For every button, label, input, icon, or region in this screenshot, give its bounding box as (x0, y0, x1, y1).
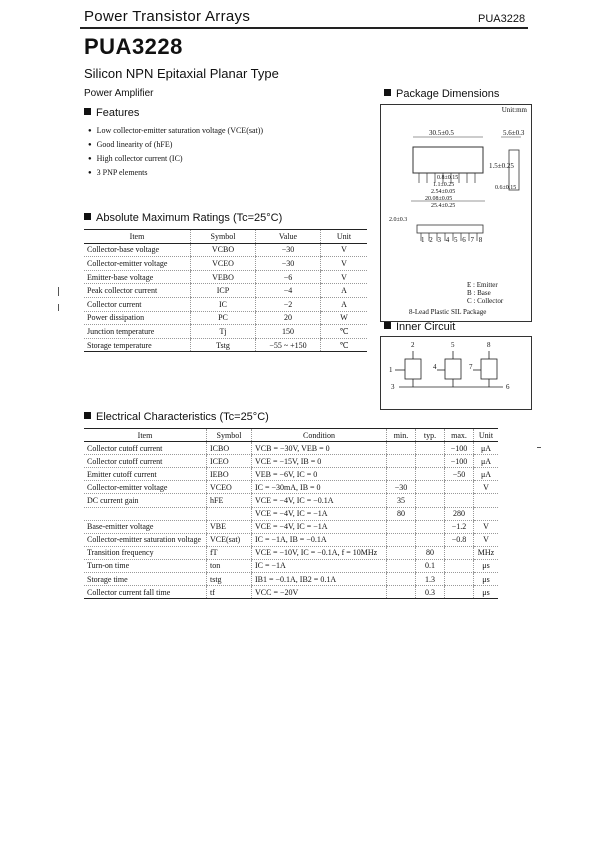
pin-label: 2 (411, 341, 415, 349)
header-part-code: PUA3228 (478, 13, 526, 25)
pin-label: 6 (506, 383, 510, 391)
dim-label: 25.4±0.25 (431, 203, 456, 209)
column-header: Symbol (191, 230, 256, 244)
bullet-square-icon (84, 108, 91, 115)
pin-label: 5 (451, 341, 455, 349)
dim-label: 0.8±0.15 (437, 175, 459, 181)
package-outline-drawing (381, 105, 531, 321)
legend-collector: C : Collector (467, 297, 504, 305)
pin-label: 1 (389, 366, 393, 374)
electrical-heading: Electrical Characteristics (Tc=25°C) (84, 411, 269, 423)
table-row: Collector current fall time tf VCC = −20V 0.3 μs (84, 586, 498, 599)
dim-label: 1.1±0.25 (433, 182, 455, 188)
header-rule (80, 27, 528, 29)
legend-base: B : Base (467, 289, 491, 297)
dim-label: 30.5±0.5 (429, 129, 454, 137)
electrical-table (84, 428, 498, 599)
table-row: VCE = −4V, IC = −1A 80 280 (84, 507, 498, 520)
column-header: max. (445, 429, 474, 442)
table-row: Emitter cutoff current IEBO VEB = −6V, IC = 0 −50 μA (84, 468, 498, 481)
dim-label: 2.54±0.05 (431, 189, 456, 195)
legend-emitter: E : Emitter (467, 281, 498, 289)
scan-mark (58, 304, 59, 311)
column-header: Condition (252, 429, 387, 442)
bullet-square-icon (84, 412, 91, 419)
column-header: Symbol (207, 429, 252, 442)
scan-mark (537, 447, 541, 448)
application-label: Power Amplifier (84, 88, 154, 99)
column-header: min. (387, 429, 416, 442)
table-row: Storage time tstg IB1 = −0.1A, IB2 = 0.1A 1.3 μs (84, 573, 498, 586)
bullet-square-icon (384, 89, 391, 96)
device-subtitle: Silicon NPN Epitaxial Planar Type (84, 66, 279, 81)
pin-label: 8 (487, 341, 491, 349)
feature-item: ● 3 PNP elements (88, 166, 263, 180)
table-row: Collector-emitter voltage VCEO IC = −30mA, IB = 0 −30 V (84, 481, 498, 494)
column-header: Item (84, 429, 207, 442)
package-name: 8-Lead Plastic SIL Package (409, 308, 487, 316)
pin-label: 4 (433, 363, 437, 371)
table-row: Emitter-base voltage VEBO −6 V (84, 270, 367, 284)
dim-label: 1.5±0.25 (489, 162, 514, 170)
feature-item: ● High collector current (IC) (88, 152, 263, 166)
dim-label: 2.0±0.3 (389, 217, 408, 223)
table-row: Power dissipation PC 20 W (84, 311, 367, 325)
series-title: Power Transistor Arrays (84, 8, 251, 25)
dim-label: 5.6±0.3 (503, 129, 525, 137)
table-row: Turn-on time ton IC = −1A 0.1 μs (84, 559, 498, 572)
bullet-square-icon (84, 213, 91, 220)
pin-numbers: 1 2 3 4 5 6 7 8 (421, 236, 484, 244)
table-row: Transition frequency fT VCE = −10V, IC = −0.1A, f = 10MHz 80 MHz (84, 546, 498, 559)
feature-item: ● Low collector-emitter saturation voltage (VCE(sat)) (88, 124, 263, 138)
table-row: Collector cutoff current ICEO VCE = −15V, IB = 0 −100 μA (84, 455, 498, 468)
table-row: Peak collector current ICP −4 A (84, 284, 367, 298)
table-row: DC current gain hFE VCE = −4V, IC = −0.1A 35 (84, 494, 498, 507)
table-row: Collector-emitter saturation voltage VCE(sat) IC = −1A, IB = −0.1A −0.8 V (84, 533, 498, 546)
dim-label: 0.6±0.15 (495, 185, 517, 191)
feature-item: ● Good linearity of (hFE) (88, 138, 263, 152)
package-drawing (380, 104, 532, 322)
abs-max-heading: Absolute Maximum Ratings (Tc=25°C) (84, 212, 282, 224)
abs-max-table (84, 229, 367, 352)
inner-circuit-heading: Inner Circuit (384, 321, 455, 333)
column-header: typ. (416, 429, 445, 442)
inner-circuit-diagram (380, 336, 532, 410)
scan-mark (58, 287, 59, 296)
table-row: Storage temperature Tstg −55 ~ +150 ℃ (84, 338, 367, 352)
unit-label: Unit:mm (501, 106, 527, 114)
column-header: Value (256, 230, 321, 244)
table-row: Junction temperature Tj 150 ℃ (84, 325, 367, 339)
pin-label: 7 (469, 363, 473, 371)
table-row: Base-emitter voltage VBE VCE = −4V, IC = −1A −1.2 V (84, 520, 498, 533)
column-header: Unit (474, 429, 499, 442)
pin-label: 3 (391, 383, 395, 391)
part-number: PUA3228 (84, 34, 183, 59)
circuit-schematic (381, 337, 531, 409)
table-row: Collector cutoff current ICBO VCB = −30V, VEB = 0 −100 μA (84, 442, 498, 455)
table-row: Collector-emitter voltage VCEO −30 V (84, 257, 367, 271)
bullet-square-icon (384, 322, 391, 329)
features-heading: Features (84, 107, 139, 119)
column-header: Item (84, 230, 191, 244)
features-list (88, 124, 263, 180)
table-row: Collector-base voltage VCBO −30 V (84, 243, 367, 257)
package-heading: Package Dimensions (384, 88, 499, 100)
dim-label: 20.08±0.05 (425, 196, 453, 202)
column-header: Unit (321, 230, 368, 244)
table-row: Collector current IC −2 A (84, 297, 367, 311)
